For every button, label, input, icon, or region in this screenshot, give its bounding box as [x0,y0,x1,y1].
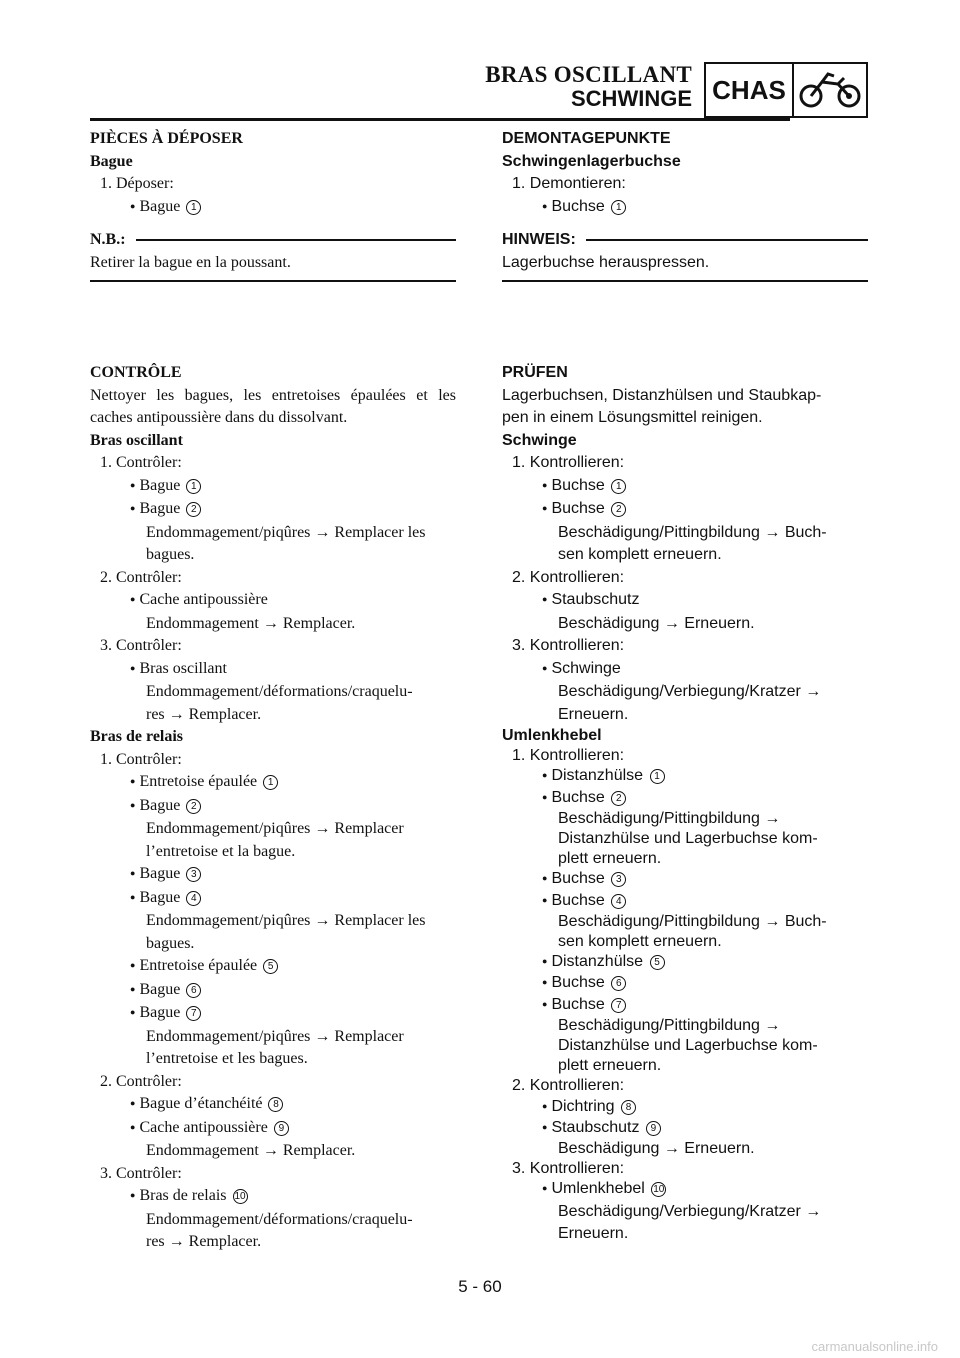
fr-item: ● Bague 7 [90,1002,456,1026]
de-result: Distanzhülse und Lagerbuchse kom- [558,830,818,848]
de-item: ● Distanzhülse 5 [502,952,868,973]
de-item: ● Buchse 3 [502,869,868,890]
fr-removal-heading: PIÈCES À DÉPOSER [90,130,243,147]
de-swingarm-heading: Schwinge [502,431,577,449]
fr-result: res → Remplacer. [146,1233,262,1250]
fr-item: ● Bague 1 [90,475,456,499]
fr-result: bagues. [146,934,195,952]
de-removal-sub: Schwingenlagerbuchse [502,152,681,170]
fr-result: l’entretoise et les bagues. [146,1050,308,1067]
de-note [502,229,868,282]
fr-result: Endommagement → Remplacer. [146,614,356,632]
fr-item: ● Bras oscillant [90,658,456,682]
de-result: plett erneuern. [558,1057,662,1075]
fr-item: ● Bague 6 [90,979,456,1003]
fr-item: ● Bague 2 [90,498,456,522]
fr-result: Endommagement/déformations/craquelu- [146,683,413,700]
de-result: Beschädigung/Pittingbildung → [558,809,781,827]
fr-item: ● Bague 2 [90,795,456,819]
title-french: BRAS OSCILLANT [485,62,692,87]
de-item: ● Buchse 4 [502,891,868,912]
de-item: ● Umlenkhebel 10 [502,1179,868,1200]
fr-step: 3. Contrôler: [100,637,182,654]
fr-item: ● Bague 3 [90,863,456,887]
fr-step: 3. Contrôler: [100,1164,182,1182]
fr-relay-heading: Bras de relais [90,728,184,745]
fr-result: Endommagement/piqûres → Remplacer les [146,912,426,929]
de-item: ● Buchse 1 [502,475,868,499]
fr-result: bagues. [146,546,195,563]
fr-result: Endommagement/piqûres → Remplacer les [146,523,426,541]
fr-result: Endommagement/piqûres → Remplacer [146,1027,404,1045]
de-result: Beschädigung/Pittingbildung → Buch- [558,912,827,930]
de-relay-heading: Umlenkhebel [502,727,602,744]
de-result: Distanzhülse und Lagerbuchse kom- [558,1037,818,1055]
german-column [502,128,868,1246]
de-inspect-intro-1: Lagerbuchsen, Distanzhülsen und Staubkap- [502,386,822,404]
de-step: 3. Kontrollieren: [512,1160,625,1178]
header-rule [90,118,790,121]
section-badge [704,62,868,118]
de-step: 1. Kontrollieren: [512,454,625,471]
fr-result: res → Remplacer. [146,705,262,723]
fr-removal-sub: Bague [90,152,133,170]
de-step: 2. Kontrollieren: [512,1077,625,1095]
de-result: sen komplett erneuern. [558,546,722,563]
de-result: Beschädigung/Verbiegung/Kratzer → [558,1202,822,1220]
fr-item: ● Entretoise épaulée 5 [90,955,456,979]
de-result: Beschädigung → Erneuern. [558,614,755,632]
fr-removal-step: 1. Déposer: [100,175,174,192]
page-number: 5 - 60 [458,1277,502,1296]
de-result: sen komplett erneuern. [558,933,722,951]
section-badge-label: CHAS [706,64,794,116]
fr-step: 2. Contrôler: [100,568,182,586]
de-removal-item: ● Buchse 1 [502,196,868,220]
fr-step: 1. Contrôler: [100,454,182,471]
fr-step: 1. Contrôler: [100,750,182,768]
fr-item: ● Cache antipoussière [90,589,456,613]
fr-step: 2. Contrôler: [100,1072,182,1090]
fr-item: ● Entretoise épaulée 1 [90,771,456,795]
de-item: ● Buchse 2 [502,788,868,809]
de-result: plett erneuern. [558,850,662,868]
de-note-label: HINWEIS: [502,231,576,248]
de-item: ● Buchse 7 [502,995,868,1016]
motorcycle-icon [794,64,866,116]
de-inspect-intro-2: pen in einem Lösungsmittel reinigen. [502,409,763,426]
de-step: 1. Kontrollieren: [512,747,625,765]
de-step: 3. Kontrollieren: [512,637,625,654]
fr-inspect-heading: CONTRÔLE [90,364,182,381]
de-removal-heading: DEMONTAGEPUNKTE [502,130,671,147]
watermark: carmanualsonline.info [811,1339,938,1354]
title-german: SCHWINGE [571,86,692,111]
de-note-text: Lagerbuchse herauspressen. [502,253,710,271]
fr-note-label: N.B.: [90,231,126,248]
fr-result: Endommagement/déformations/craquelu- [146,1210,413,1228]
de-result: Erneuern. [558,705,629,723]
de-item: ● Dichtring 8 [502,1097,868,1118]
fr-result: l’entretoise et la bague. [146,842,296,860]
de-inspect-heading: PRÜFEN [502,364,568,381]
fr-swingarm-heading: Bras oscillant [90,431,183,449]
fr-item: ● Bras de relais 10 [90,1185,456,1209]
fr-item: ● Bague 4 [90,887,456,911]
de-item: ● Schwinge [502,658,868,682]
fr-result: Endommagement → Remplacer. [146,1142,356,1159]
french-column [90,128,456,1254]
fr-removal-item: ● Bague 1 [90,196,456,220]
de-removal-step: 1. Demontieren: [512,175,626,192]
fr-inspect-intro-2: caches antipoussière dans du dissolvant. [90,409,348,426]
fr-item: ● Cache antipoussière 9 [90,1117,456,1141]
fr-note-text: Retirer la bague en la poussant. [90,253,291,271]
de-result: Erneuern. [558,1225,629,1243]
de-item: ● Distanzhülse 1 [502,766,868,787]
fr-item: ● Bague d’étanchéité 8 [90,1093,456,1117]
de-item: ● Buchse 6 [502,973,868,994]
fr-inspect-intro-1: Nettoyer les bagues, les entretoises épaulées et les [90,386,456,404]
de-result: Beschädigung/Verbiegung/Kratzer → [558,683,822,700]
fr-note [90,229,456,282]
de-result: Beschädigung → Erneuern. [558,1140,755,1158]
de-item: ● Buchse 2 [502,498,868,522]
de-step: 2. Kontrollieren: [512,568,625,586]
de-result: Beschädigung/Pittingbildung → [558,1016,781,1034]
de-item: ● Staubschutz 9 [502,1118,868,1139]
fr-result: Endommagement/piqûres → Remplacer [146,820,404,837]
de-result: Beschädigung/Pittingbildung → Buch- [558,523,827,541]
de-item: ● Staubschutz [502,589,868,613]
